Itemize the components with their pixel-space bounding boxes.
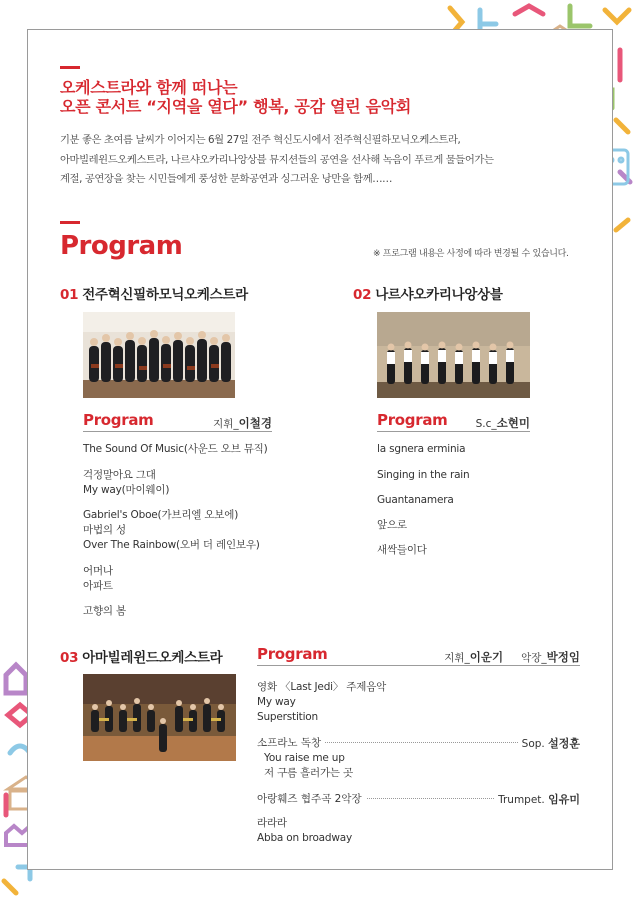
section-01-program-header: [83, 410, 272, 432]
section-03-program-label: Program: [257, 645, 328, 663]
intro-body-line2: 아마빌레윈드오케스트라, 나르샤오카리나앙상블 뮤지션들의 공연을 선사해 녹음이 푸르게 물들어가는: [60, 153, 494, 166]
intro-title-line2: 오픈 콘서트 “지역을 열다” 행복, 공감 열린 음악회: [60, 97, 412, 116]
section-01-title: [60, 283, 248, 303]
section-01-song: The Sound Of Music(사운드 오브 뮤직): [83, 443, 268, 455]
section-01-song: 마법의 성: [83, 524, 126, 536]
section-03-solo2-title: 아랑훼즈 협주곡 2악장: [257, 791, 366, 806]
section-03-leader-name: 박정임: [546, 650, 580, 664]
section-02-number: 02: [353, 287, 372, 303]
intro-accent-bar: [60, 66, 80, 69]
intro-body-line3: 계절, 공연장을 찾는 시민들에게 풍성한 문화공연과 싱그러운 낭만을 함께……: [60, 173, 393, 185]
section-02-photo: [377, 312, 530, 398]
section-01-song: Gabriel's Oboe(가브리엘 오보에): [83, 509, 239, 521]
section-03-number: 03: [60, 650, 79, 666]
program-heading: Program: [60, 231, 183, 261]
section-03-photo: [83, 674, 236, 761]
section-03-solo2-performer: [494, 791, 580, 807]
section-03-name: 아마빌레윈드오케스트라: [82, 650, 223, 666]
section-01-number: 01: [60, 287, 79, 303]
section-01-song: My way(마이웨이): [83, 484, 170, 496]
section-01-song: 어머나: [83, 565, 113, 577]
section-01-conductor-name: 이철경: [238, 416, 272, 430]
program-accent-bar: [60, 221, 80, 224]
section-02-song: la sgnera erminia: [377, 443, 466, 455]
section-03-conductor-name: 이운기: [469, 650, 504, 664]
section-03-song: Superstition: [257, 711, 318, 723]
section-01-program-label: Program: [83, 411, 154, 429]
section-03-song: 라라라: [257, 817, 287, 829]
section-03-solo2-name: 임유미: [548, 793, 580, 806]
section-01-name: 전주혁신필하모닉오케스트라: [82, 287, 248, 303]
section-03-song: Abba on broadway: [257, 832, 353, 844]
section-03-solo1-song: You raise me up: [264, 752, 345, 764]
section-01-conductor-role: 지휘_: [213, 418, 239, 430]
section-02-song: Singing in the rain: [377, 469, 470, 481]
intro-title: [60, 78, 411, 116]
intro-title-line1: 오케스트라와 함께 떠나는: [60, 78, 238, 97]
section-01-conductor: [213, 415, 272, 431]
section-03-solo2-row: [257, 791, 580, 807]
section-02-song: 새싹들이다: [377, 544, 427, 556]
section-02-name: 나르샤오카리나앙상블: [375, 287, 503, 303]
section-03-song: My way: [257, 696, 296, 708]
section-03-solo1-title: 소프라노 독창: [257, 735, 325, 750]
program-change-notice: ※ 프로그램 내용은 사정에 따라 변경될 수 있습니다.: [373, 249, 569, 259]
intro-body-line1: 기분 좋은 초여름 날씨가 이어지는 6월 27일 전주 혁신도시에서 전주혁신필하모닉오케스트라,: [60, 134, 461, 146]
section-03-program-header: [257, 644, 580, 666]
section-03-leader-role: 악장_: [521, 652, 547, 664]
section-02-title: [353, 283, 503, 303]
section-02-conductor-role: S.c_: [475, 418, 497, 430]
section-03-solo1-name: 설정훈: [548, 737, 580, 750]
section-01-song: Over The Rainbow(오버 더 레인보우): [83, 539, 260, 551]
section-01-song: 고향의 봄: [83, 605, 126, 617]
section-03-solo1-role: Sop.: [521, 738, 549, 750]
section-02-song: Guantanamera: [377, 494, 454, 506]
section-01-song: 아파트: [83, 580, 113, 592]
section-03-song: 영화 〈Last Jedi〉 주제음악: [257, 681, 387, 693]
section-03-solo1-song: 저 구름 흘러가는 곳: [264, 767, 353, 779]
section-03-solo1-performer: [518, 735, 580, 751]
section-02-song: 앞으로: [377, 519, 407, 531]
section-02-program-label: Program: [377, 411, 448, 429]
section-03-title: [60, 646, 222, 666]
section-03-conductor-role: 지휘_: [444, 652, 470, 664]
section-03-solo2-role: Trumpet.: [498, 794, 549, 806]
section-03-solo1-row: [257, 735, 580, 751]
section-01-photo: [83, 312, 235, 398]
section-01-song: 걱정말아요 그대: [83, 469, 156, 481]
section-03-conductor: [444, 649, 580, 665]
intro-body: [60, 131, 580, 190]
section-02-conductor-name: 소현미: [496, 416, 530, 430]
section-02-conductor: [476, 415, 530, 431]
section-02-program-header: [377, 410, 530, 432]
